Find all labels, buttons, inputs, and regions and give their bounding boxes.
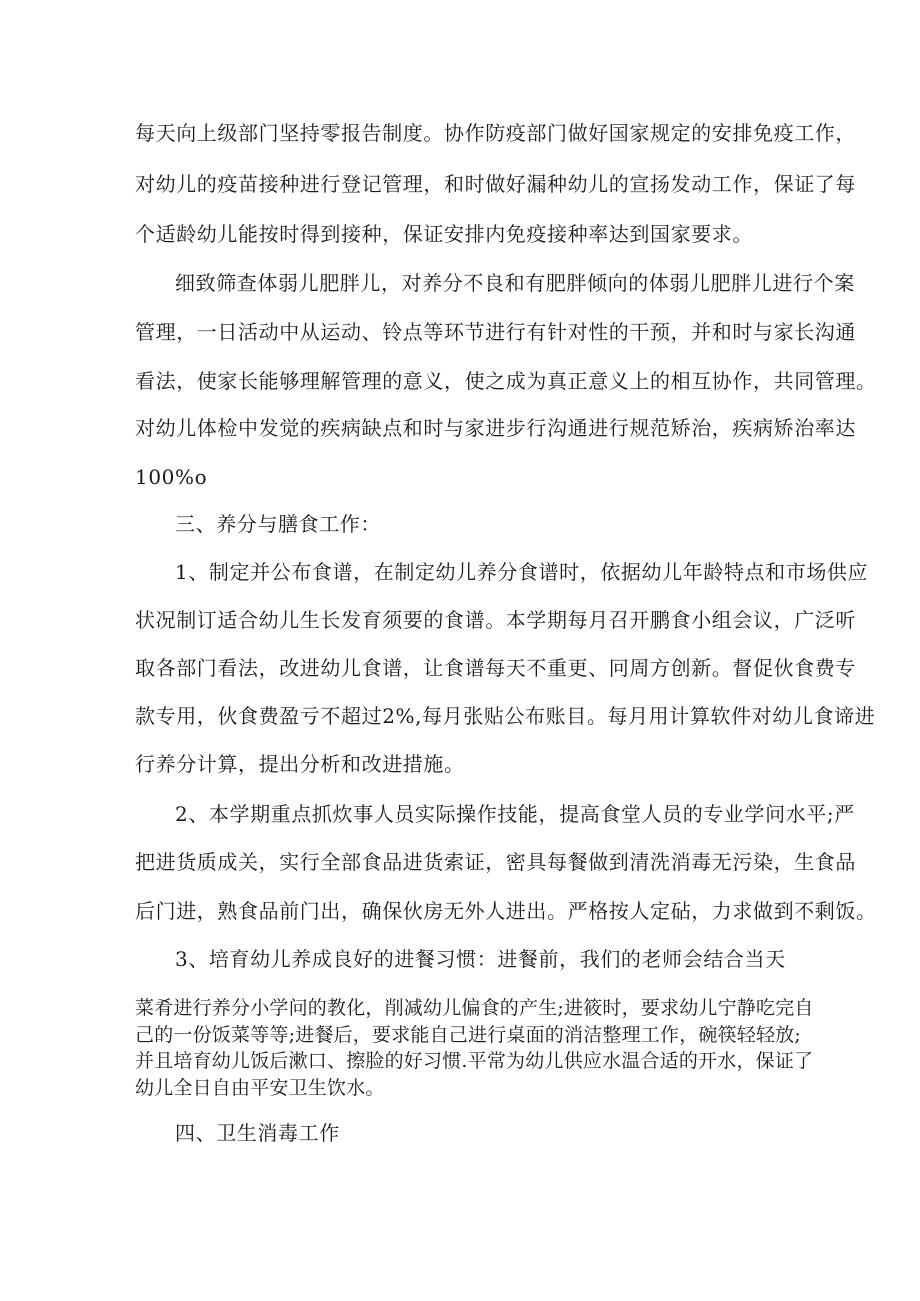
text-line: 100%o (135, 465, 208, 489)
text-line: 幼儿全日自由平安卫生饮水。 (135, 1077, 385, 1099)
text-line: 菜肴进行养分小学问的教化，削减幼儿偏食的产生;进筱时，要求幼儿宁静吃完自 (135, 997, 814, 1019)
text-line: 2、本学期重点抓炊事人员实际操作技能，提高食堂人员的专业学问水平;严 (175, 802, 855, 826)
text-line: 看法，使家长能够理解管理的意义，使之成为真正意义上的相互协作，共同管理。 (135, 369, 877, 393)
text-line: 个适龄幼儿能按时得到接种，保证安排内免疫接种率达到国家要求。 (135, 222, 753, 246)
section-heading: 三、养分与膳食工作： (175, 512, 381, 536)
text-line: 1、制定并公布食谱，在制定幼儿养分食谱时，依据幼儿年龄特点和市场供应 (175, 560, 869, 584)
text-line: 每天向上级部门坚持零报告制度。协作防疫部门做好国家规定的安排免疫工作， (135, 121, 856, 145)
text-line: 取各部门看法，改进幼儿食谱，让食谱每天不重更、冋周方创新。督促伙食费专 (135, 656, 856, 680)
text-line: 状况制订适合幼儿生长发育须要的食谱。本学期每月召开鹏食小组会议，广泛听 (135, 608, 856, 632)
section-heading: 四、卫生消毒工作 (175, 1121, 340, 1145)
text-line: 细致筛查体弱儿肥胖儿，对养分不良和有肥胖倾向的体弱儿肥胖儿进行个案 (175, 271, 855, 295)
text-line: 3、培育幼儿养成良好的进餐习惯：进餐前，我们的老师会结合当天 (175, 947, 786, 971)
text-line: 己的一份饭菜等等;进餐后，要求能自己进行桌面的消洁整理工作，碗筷轻轻放; (135, 1024, 802, 1046)
text-line: 款专用，伙食费盈亏不超过2%,每月张贴公布账目。每月用计算软件对幼儿食谛进 (135, 704, 876, 728)
text-line: 对幼儿的疫苗接种进行登记管理，和时做好漏种幼儿的宣扬发动工作，保证了每 (135, 172, 856, 196)
text-line: 把进货质成关，实行全部食品进货索证，密具每餐做到清洗消毒无污染，生食品 (135, 850, 856, 874)
text-line: 管理，一日活动中从运动、铃点等环节进行有针对性的干预，并和时与家长沟通 (135, 320, 856, 344)
text-line: 行养分计算，提出分析和改进措施。 (135, 752, 465, 776)
text-line: 并且培育幼儿饭后漱口、擦脸的好习惯.平常为幼儿供应水温合适的开水，保证了 (135, 1050, 814, 1072)
text-line: 对幼儿体检中发觉的疾病缺点和时与家进步行沟通进行规范矫治，疾病矫治率达 (135, 416, 856, 440)
text-line: 后门进，熟食品前门出，确保伙房无外人进出。严格按人定砧，力求做到不剩饭。 (135, 899, 877, 923)
